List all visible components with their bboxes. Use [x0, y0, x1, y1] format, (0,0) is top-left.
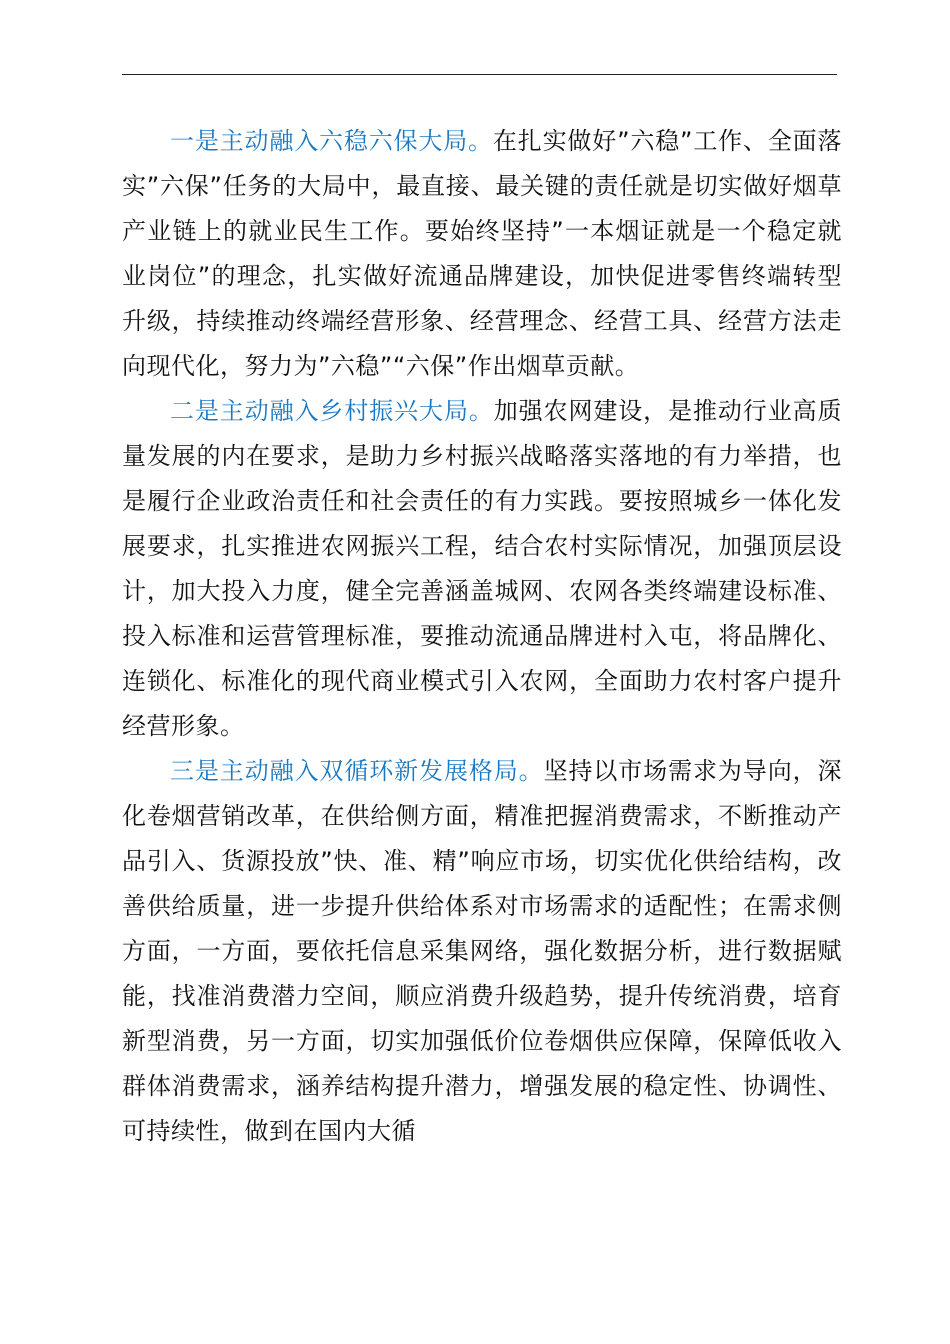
- paragraph-3: [122, 749, 842, 1154]
- paragraph-2: [122, 389, 842, 749]
- header-rule: [122, 74, 837, 75]
- paragraph-3-body: 坚持以市场需求为导向，深化卷烟营销改革，在供给侧方面，精准把握消费需求，不断推动产品引入、货源投放”快、准、精”响应市场，切实优化供给结构，改善供给质量，进一步提升供给体系对市场需求的适配性；在需求侧方面，一方面，要依托信息采集网络，强化数据分析，进行数据赋能，找准消费潜力空间，顺应消费升级趋势，提升传统消费，培育新型消费，另一方面，切实加强低价位卷烟供应保障，保障低收入群体消费需求，涵养结构提升潜力，增强发展的稳定性、协调性、可持续性，做到在国内大循: [122, 757, 843, 1145]
- document-body: [122, 119, 842, 1154]
- paragraph-1-heading: 一是主动融入六稳六保大局。: [170, 127, 493, 155]
- paragraph-1-body: 在扎实做好”六稳”工作、全面落实”六保”任务的大局中，最直接、最关键的责任就是切实做好烟草产业链上的就业民生工作。要始终坚持”一本烟证就是一个稳定就业岗位”的理念，扎实做好流通品牌建设，加快促进零售终端转型升级，持续推动终端经营形象、经营理念、经营工具、经营方法走向现代化，努力为”六稳”“六保”作出烟草贡献。: [122, 127, 843, 380]
- paragraph-3-heading: 三是主动融入双循环新发展格局。: [170, 757, 544, 785]
- paragraph-2-heading: 二是主动融入乡村振兴大局。: [170, 397, 494, 425]
- paragraph-2-body: 加强农网建设，是推动行业高质量发展的内在要求，是助力乡村振兴战略落实落地的有力举措，也是履行企业政治责任和社会责任的有力实践。要按照城乡一体化发展要求，扎实推进农网振兴工程，结合农村实际情况，加强顶层设计，加大投入力度，健全完善涵盖城网、农网各类终端建设标准、投入标准和运营管理标准，要推动流通品牌进村入屯，将品牌化、连锁化、标准化的现代商业模式引入农网，全面助力农村客户提升经营形象。: [122, 397, 842, 740]
- paragraph-1: [122, 119, 842, 389]
